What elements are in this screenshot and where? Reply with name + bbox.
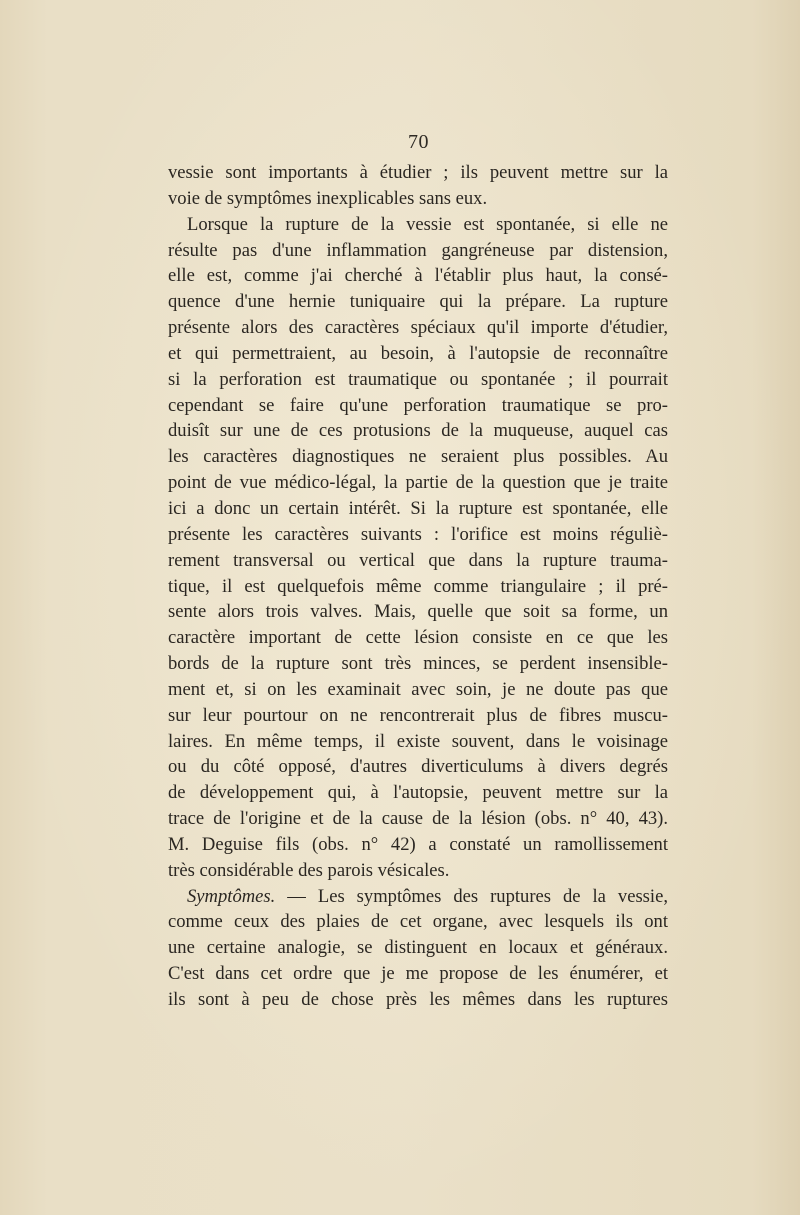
text-line: caractère important de cette lésion consiste en ce que les bbox=[168, 627, 668, 649]
text-line: comme ceux des plaies de cet organe, avec lesquels ils ont bbox=[168, 911, 668, 933]
text-line: C'est dans cet ordre que je me propose de les énumérer, et bbox=[168, 963, 668, 985]
text-line: de développement qui, à l'autopsie, peuvent mettre sur la bbox=[168, 782, 668, 804]
text-line: ici a donc un certain intérêt. Si la rupture est spontanée, elle bbox=[168, 497, 668, 519]
text-line: les caractères diagnostiques ne seraient plus possibles. Au bbox=[168, 446, 668, 468]
text-line: M. Deguise fils (obs. n° 42) a constaté un ramollissement bbox=[168, 833, 668, 855]
text-line bbox=[168, 884, 668, 910]
text-line: présente les caractères suivants : l'orifice est moins réguliè- bbox=[168, 523, 668, 545]
body-text bbox=[168, 160, 668, 1013]
text-line: ou du côté opposé, d'autres diverticulums à divers degrés bbox=[168, 756, 668, 778]
text-line: sente alors trois valves. Mais, quelle que soit sa forme, un bbox=[168, 601, 668, 623]
text-line: vessie sont importants à étudier ; ils peuvent mettre sur la bbox=[168, 162, 668, 183]
text-line: si la perforation est traumatique ou spontanée ; il pourrait bbox=[168, 368, 668, 390]
text-line: rement transversal ou vertical que dans la rupture trauma- bbox=[168, 549, 668, 571]
text-line: tique, il est quelquefois même comme triangulaire ; il pré- bbox=[168, 575, 668, 597]
text-line: duisît sur une de ces protusions de la muqueuse, auquel cas bbox=[168, 420, 668, 442]
page-number: 70 bbox=[408, 131, 429, 153]
text-line: elle est, comme j'ai cherché à l'établir plus haut, la consé- bbox=[168, 265, 668, 287]
text-line: sur leur pourtour on ne rencontrerait plus de fibres muscu- bbox=[168, 704, 668, 726]
text-line: et qui permettraient, au besoin, à l'autopsie de reconnaître bbox=[168, 342, 668, 364]
text-line: ils sont à peu de chose près les mêmes dans les ruptures bbox=[168, 989, 668, 1010]
text-line: trace de l'origine et de la cause de la lésion (obs. n° 40, 43). bbox=[168, 808, 668, 830]
text-line: laires. En même temps, il existe souvent, dans le voisinage bbox=[168, 730, 668, 752]
text-line: une certaine analogie, se distinguent en locaux et généraux. bbox=[168, 937, 668, 959]
text-line: voie de symptômes inexplicables sans eux. bbox=[168, 187, 488, 209]
text-line: très considérable des parois vésicales. bbox=[168, 859, 450, 881]
paragraph-rupture bbox=[168, 212, 668, 884]
paragraph-symptomes bbox=[168, 884, 668, 1013]
text-line: présente alors des caractères spéciaux qu'il importe d'étudier, bbox=[168, 317, 668, 339]
text-fragment: — Les symptômes des ruptures de la vessie, bbox=[287, 885, 668, 907]
paragraph-continuation bbox=[168, 160, 668, 212]
text-line: ment et, si on les examinait avec soin, je ne doute pas que bbox=[168, 678, 668, 700]
text-line: Lorsque la rupture de la vessie est spontanée, si elle ne bbox=[187, 213, 668, 235]
section-heading: Symptômes. bbox=[187, 885, 276, 907]
text-line: quence d'une hernie tuniquaire qui la prépare. La rupture bbox=[168, 291, 668, 313]
text-line: bords de la rupture sont très minces, se perdent insensible- bbox=[168, 653, 668, 675]
text-line: point de vue médico-légal, la partie de la question que je traite bbox=[168, 472, 668, 494]
text-line: cependant se faire qu'une perforation traumatique se pro- bbox=[168, 394, 668, 416]
text-line: résulte pas d'une inflammation gangréneuse par distension, bbox=[168, 239, 668, 261]
